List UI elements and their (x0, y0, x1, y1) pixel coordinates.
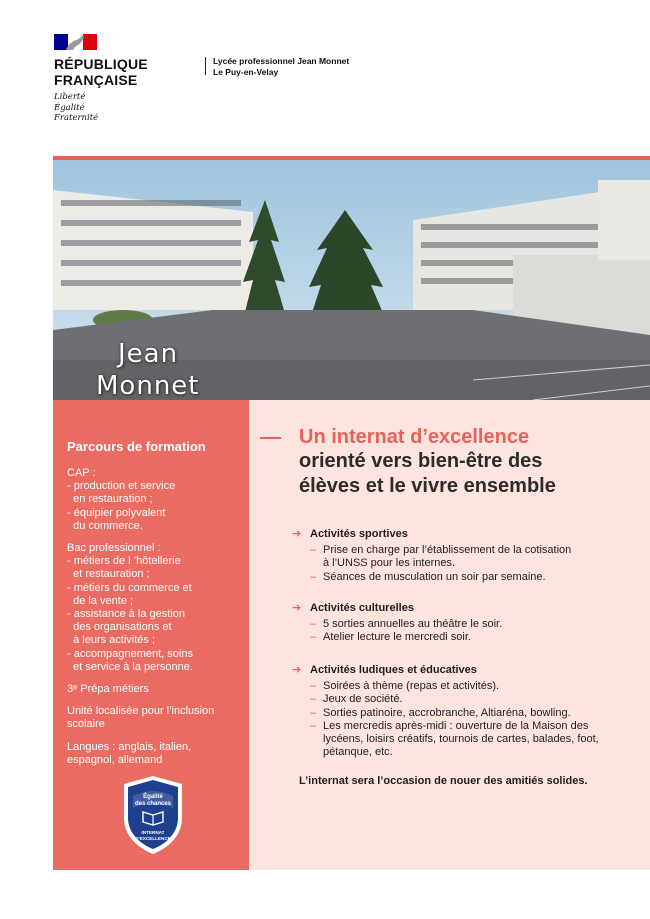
training-block-languages (67, 741, 245, 767)
section-title: Activités ludiques et éducatives (310, 664, 477, 676)
section-title: Activités sportives (310, 528, 408, 540)
republique-francaise-title (54, 56, 148, 88)
item-line: Sorties patinoire, accrobranche, Altiaréna, bowling. (323, 706, 571, 719)
photo-caption (96, 338, 200, 400)
list-item (310, 707, 632, 720)
training-line: - métiers de l ’hôtellerie (67, 555, 181, 568)
section-leisure (292, 663, 632, 760)
dash-bullet-icon: – (310, 719, 317, 732)
training-list (67, 467, 245, 776)
subheadline (299, 449, 556, 499)
item-line: Prise en charge par l’établissement de la cotisation (323, 544, 572, 556)
school-name: Lycée professionnel Jean Monnet (213, 56, 350, 66)
item-line: pétanque, etc. (323, 746, 393, 759)
list-item (310, 631, 632, 644)
school-photo (53, 160, 650, 400)
training-line: et restauration ; (67, 568, 150, 581)
section-culture (292, 601, 632, 645)
dash-bullet-icon: – (310, 631, 317, 644)
headline-dash (260, 437, 281, 439)
training-line: Bac professionnel : (67, 542, 161, 555)
item-line: Les mercredis après-midi : ouverture de la Maison des (323, 719, 589, 732)
motto (54, 92, 98, 124)
list-item (310, 720, 632, 760)
marianne-logo-icon (54, 34, 97, 50)
item-line: Atelier lecture le mercredi soir. (323, 631, 471, 644)
item-line: Séances de musculation un soir par semaine. (323, 570, 546, 583)
training-line: des organisations et (67, 621, 172, 634)
dash-bullet-icon: – (310, 570, 317, 583)
school-block (213, 56, 349, 78)
arrow-right-icon: ➔ (292, 602, 302, 614)
list-item (310, 571, 632, 584)
dash-bullet-icon: – (310, 544, 317, 556)
badge-text-bottom: INTERNAT (141, 830, 165, 835)
training-block-cap (67, 467, 245, 533)
photo-caption-line: Jean (118, 339, 179, 369)
training-line: Langues : anglais, italien, (67, 740, 192, 753)
republic-line: RÉPUBLIQUE (54, 56, 148, 72)
section-items (292, 618, 632, 645)
badge-text-top: Égalité (143, 794, 163, 800)
sidebar-title: Parcours de formation (67, 439, 206, 454)
section-sport (292, 527, 632, 584)
motto-line: Égalité (54, 102, 85, 113)
motto-line: Fraternité (54, 113, 99, 123)
dash-bullet-icon: – (310, 706, 317, 719)
list-item (310, 618, 632, 631)
arrow-right-icon: ➔ (292, 664, 302, 676)
item-line: Jeux de société. (323, 693, 403, 706)
training-line: 3ᵉ Prépa métiers (67, 683, 149, 696)
list-item (310, 544, 632, 571)
photo-caption-line: Monnet (96, 371, 200, 400)
training-line: CAP : (67, 467, 96, 479)
section-items (292, 680, 632, 760)
item-line: lycéens, loisirs créatifs, tournois de cartes, balades, foot, (323, 733, 599, 746)
training-line: - accompagnement, soins (67, 647, 193, 660)
training-line: scolaire (67, 718, 105, 731)
internat-panel (249, 400, 650, 870)
dash-bullet-icon: – (310, 693, 317, 706)
item-line: Soirées à thème (repas et activités). (323, 680, 500, 692)
badge-text-bottom: D’EXCELLENCE (135, 836, 171, 841)
training-sidebar (53, 400, 249, 870)
subheadline-line: orienté vers bien-être des (299, 450, 543, 472)
training-line: et service à la personne. (67, 660, 193, 673)
training-line: - assistance à la gestion (67, 608, 186, 621)
closing-statement: L’internat sera l’occasion de nouer des amitiés solides. (299, 775, 588, 787)
item-line: 5 sorties annuelles au théâtre le soir. (323, 618, 503, 630)
section-items (292, 544, 632, 584)
training-line: à leurs activités ; (67, 634, 156, 647)
training-line: Unité localisée pour l’inclusion (67, 705, 215, 718)
list-item (310, 680, 632, 693)
training-line: du commerce. (67, 519, 143, 532)
training-line: - production et service (67, 480, 176, 493)
training-block-ulis (67, 705, 245, 731)
arrow-right-icon: ➔ (292, 528, 302, 540)
dash-bullet-icon: – (310, 618, 317, 630)
training-block-bac-pro (67, 542, 245, 674)
training-line: espagnol, allemand (67, 753, 163, 766)
training-block-prepa (67, 683, 245, 696)
dash-bullet-icon: – (310, 680, 317, 692)
training-line: - métiers du commerce et (67, 581, 192, 594)
header-divider (205, 57, 206, 75)
item-line: à l’UNSS pour les internes. (323, 557, 456, 570)
headline: Un internat d’excellence (299, 426, 530, 448)
training-line: en restauration ; (67, 493, 153, 506)
internat-excellence-badge-icon (120, 774, 186, 856)
training-line: de la vente ; (67, 594, 134, 607)
section-title: Activités culturelles (310, 602, 414, 614)
republic-line: FRANÇAISE (54, 72, 138, 88)
list-item (310, 693, 632, 706)
subheadline-line: élèves et le vivre ensemble (299, 475, 556, 497)
motto-line: Liberté (54, 92, 86, 102)
training-line: - équipier polyvalent (67, 506, 166, 519)
badge-text-top: des chances (134, 801, 172, 807)
school-city: Le Puy-en-Velay (213, 67, 279, 77)
